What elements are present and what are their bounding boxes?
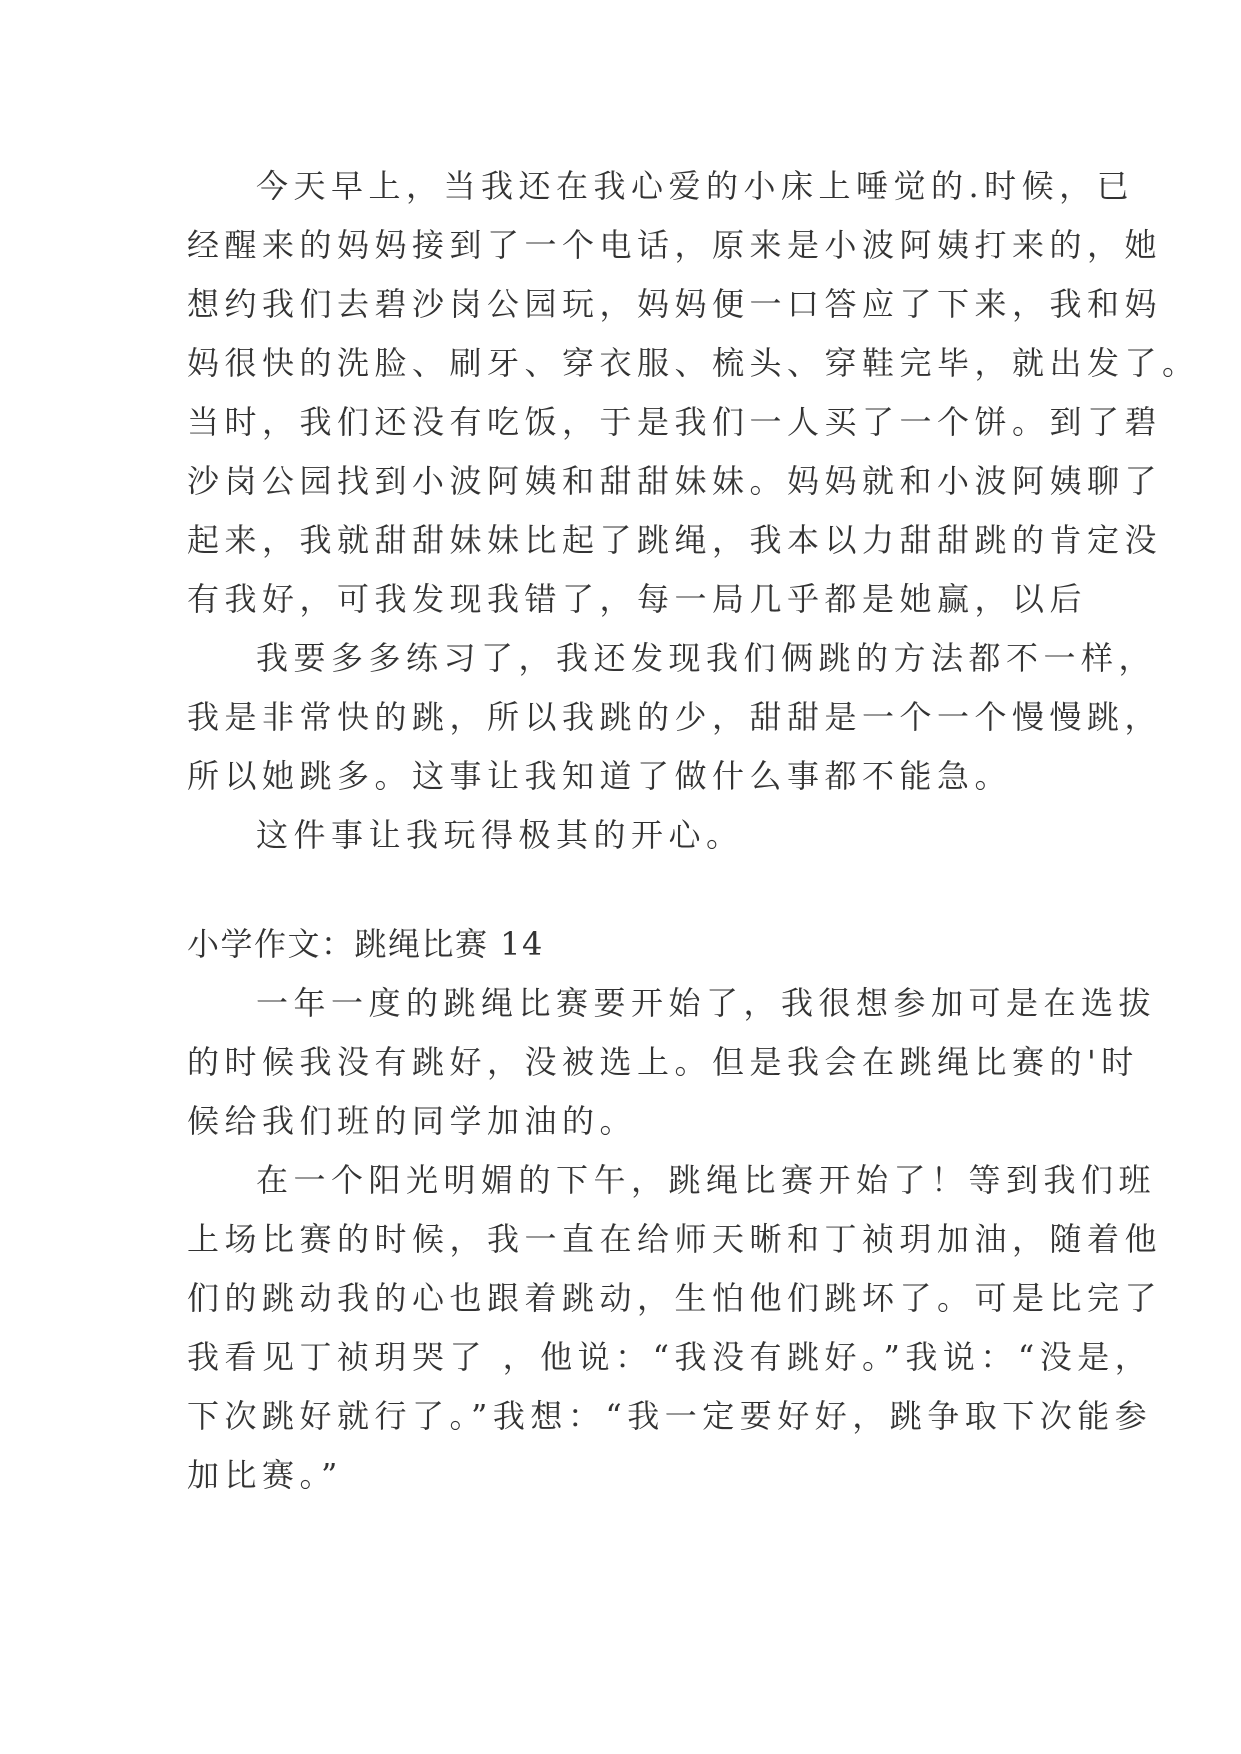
essay2-line-3: 候给我们班的同学加油的。: [187, 1102, 638, 1140]
essay1-line-10: 我是非常快的跳，所以我跳的少，甜甜是一个一个慢慢跳，: [187, 698, 1163, 736]
essay1-line-6: 沙岗公园找到小波阿姨和甜甜妹妹。妈妈就和小波阿姨聊了: [187, 462, 1163, 500]
essay1-line-1: 今天早上，当我还在我心爱的小床上唾觉的.时候，已: [256, 167, 1135, 205]
essay1-line-4: 妈很快的洗脸、刷牙、穿衣服、梳头、穿鞋完毕，就出发了。: [187, 344, 1200, 382]
essay2-line-5: 上场比赛的时候，我一直在给师天晰和丁祯玥加油，随着他: [187, 1220, 1163, 1258]
essay2-line-4: 在一个阳光明媚的下午，跳绳比赛开始了！等到我们班: [256, 1161, 1157, 1199]
essay2-line-1: 一年一度的跳绳比赛要开始了，我很想参加可是在选拔: [256, 984, 1157, 1022]
essay1-line-8: 有我好，可我发现我错了，每一局几乎都是她赢，以后: [187, 580, 1088, 618]
essay2-line-6: 们的跳动我的心也跟着跳动，生怕他们跳坏了。可是比完了: [187, 1279, 1163, 1317]
essay1-line-11: 所以她跳多。这事让我知道了做什么事都不能急。: [187, 757, 1013, 795]
essay2-title: 小学作文：跳绳比赛 14: [187, 925, 544, 963]
essay2-line-9: 加比赛。”: [187, 1456, 343, 1494]
essay1-line-5: 当时，我们还没有吃饭，于是我们一人买了一个饼。到了碧: [187, 403, 1163, 441]
essay1-line-7: 起来，我就甜甜妹妹比起了跳绳，我本以力甜甜跳的肯定没: [187, 521, 1163, 559]
essay2-line-2: 的时候我没有跳好，没被选上。但是我会在跳绳比赛的'时: [187, 1043, 1139, 1081]
essay2-line-7: 我看见丁祯玥哭了 ，他说：“我没有跳好。”我说：“没是，: [187, 1338, 1153, 1376]
essay1-line-12: 这件事让我玩得极其的开心。: [256, 816, 744, 854]
essay1-line-2: 经醒来的妈妈接到了一个电话，原来是小波阿姨打来的，她: [187, 226, 1163, 264]
essay1-line-3: 想约我们去碧沙岗公园玩，妈妈便一口答应了下来，我和妈: [187, 285, 1163, 323]
essay2-line-8: 下次跳好就行了。”我想：“我一定要好好，跳争取下次能参: [187, 1397, 1153, 1435]
essay1-line-9: 我要多多练习了，我还发现我们俩跳的方法都不一样，: [256, 639, 1157, 677]
